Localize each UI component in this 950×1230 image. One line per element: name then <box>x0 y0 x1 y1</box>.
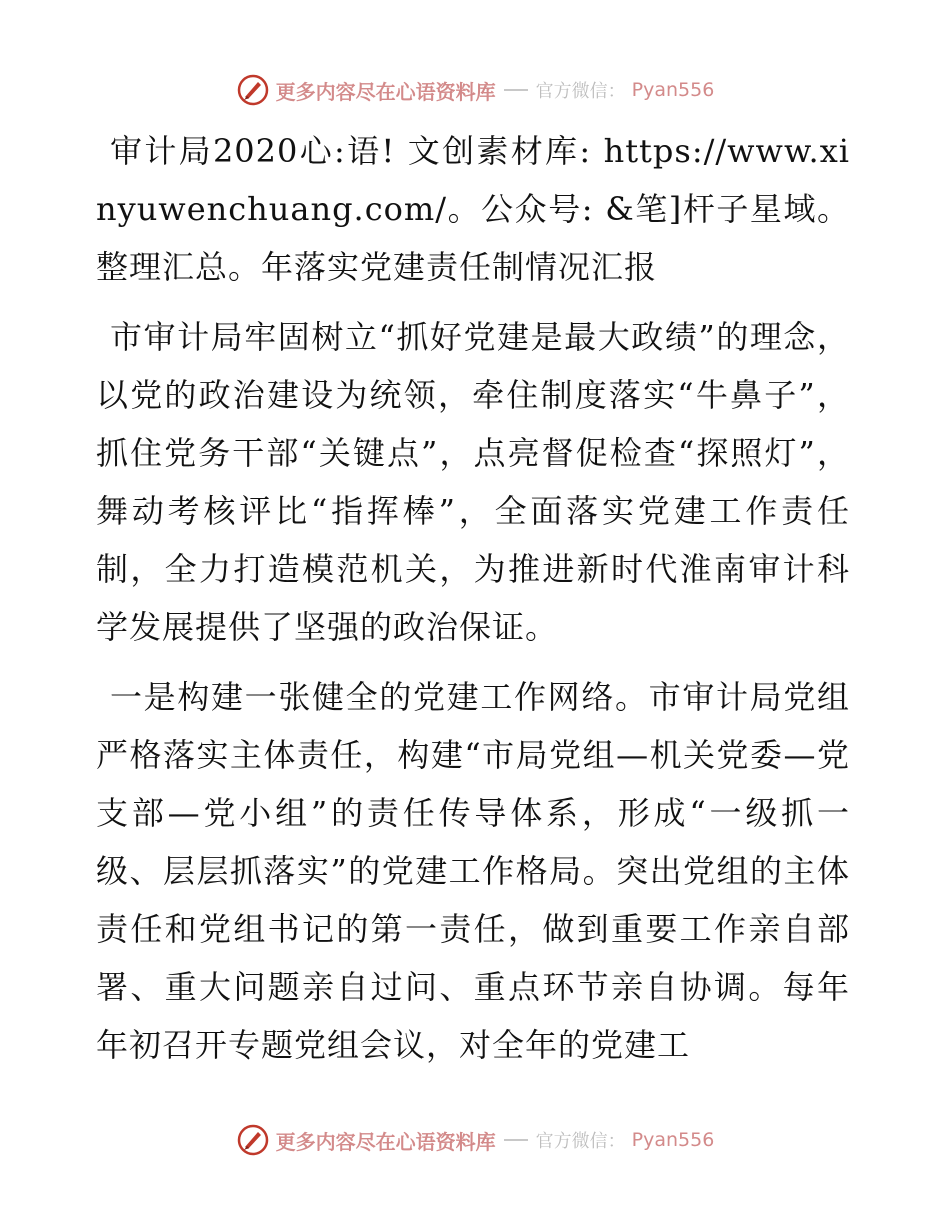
document-body <box>96 122 850 1074</box>
wechat-id: Pyan556 <box>631 1129 715 1151</box>
banner-divider <box>504 89 528 91</box>
paragraph-network: 一是构建一张健全的党建工作网络。市审计局党组严格落实主体责任，构建“市局党组—机关党委—党支部—党小组”的责任传导体系，形成“一级抓一级、层层抓落实”的党建工作格局。突出党组的主体责任和党组书记的第一责任，做到重要工作亲自部署、重大问题亲自过问、重点环节亲自协调。每年年初召开专题党组会议，对全年的党建工 <box>96 678 850 1064</box>
banner-tagline: 更多内容尽在心语资料库 <box>275 79 496 104</box>
header-banner <box>0 70 950 110</box>
banner-divider <box>504 1139 528 1141</box>
quill-pen-logo-icon <box>236 1123 270 1157</box>
banner-tagline: 更多内容尽在心语资料库 <box>275 1129 496 1154</box>
wechat-label: 官方微信： <box>535 81 626 102</box>
document-title: 审计局2020心:语! 文创素材库: https://www.xinyuwenchuang.com/。公众号: &笔]杆子星域。整理汇总。年落实党建责任制情况汇报 <box>96 132 850 286</box>
footer-banner <box>0 1120 950 1160</box>
wechat-label: 官方微信： <box>535 1131 626 1152</box>
quill-pen-logo-icon <box>236 73 270 107</box>
wechat-id: Pyan556 <box>631 79 715 101</box>
paragraph-intro: 市审计局牢固树立“抓好党建是最大政绩”的理念，以党的政治建设为统领，牵住制度落实“牛鼻子”，抓住党务干部“关键点”，点亮督促检查“探照灯”，舞动考核评比“指挥棒”，全面落实党建工作责任制，全力打造模范机关，为推进新时代淮南审计科学发展提供了坚强的政治保证。 <box>96 318 850 646</box>
